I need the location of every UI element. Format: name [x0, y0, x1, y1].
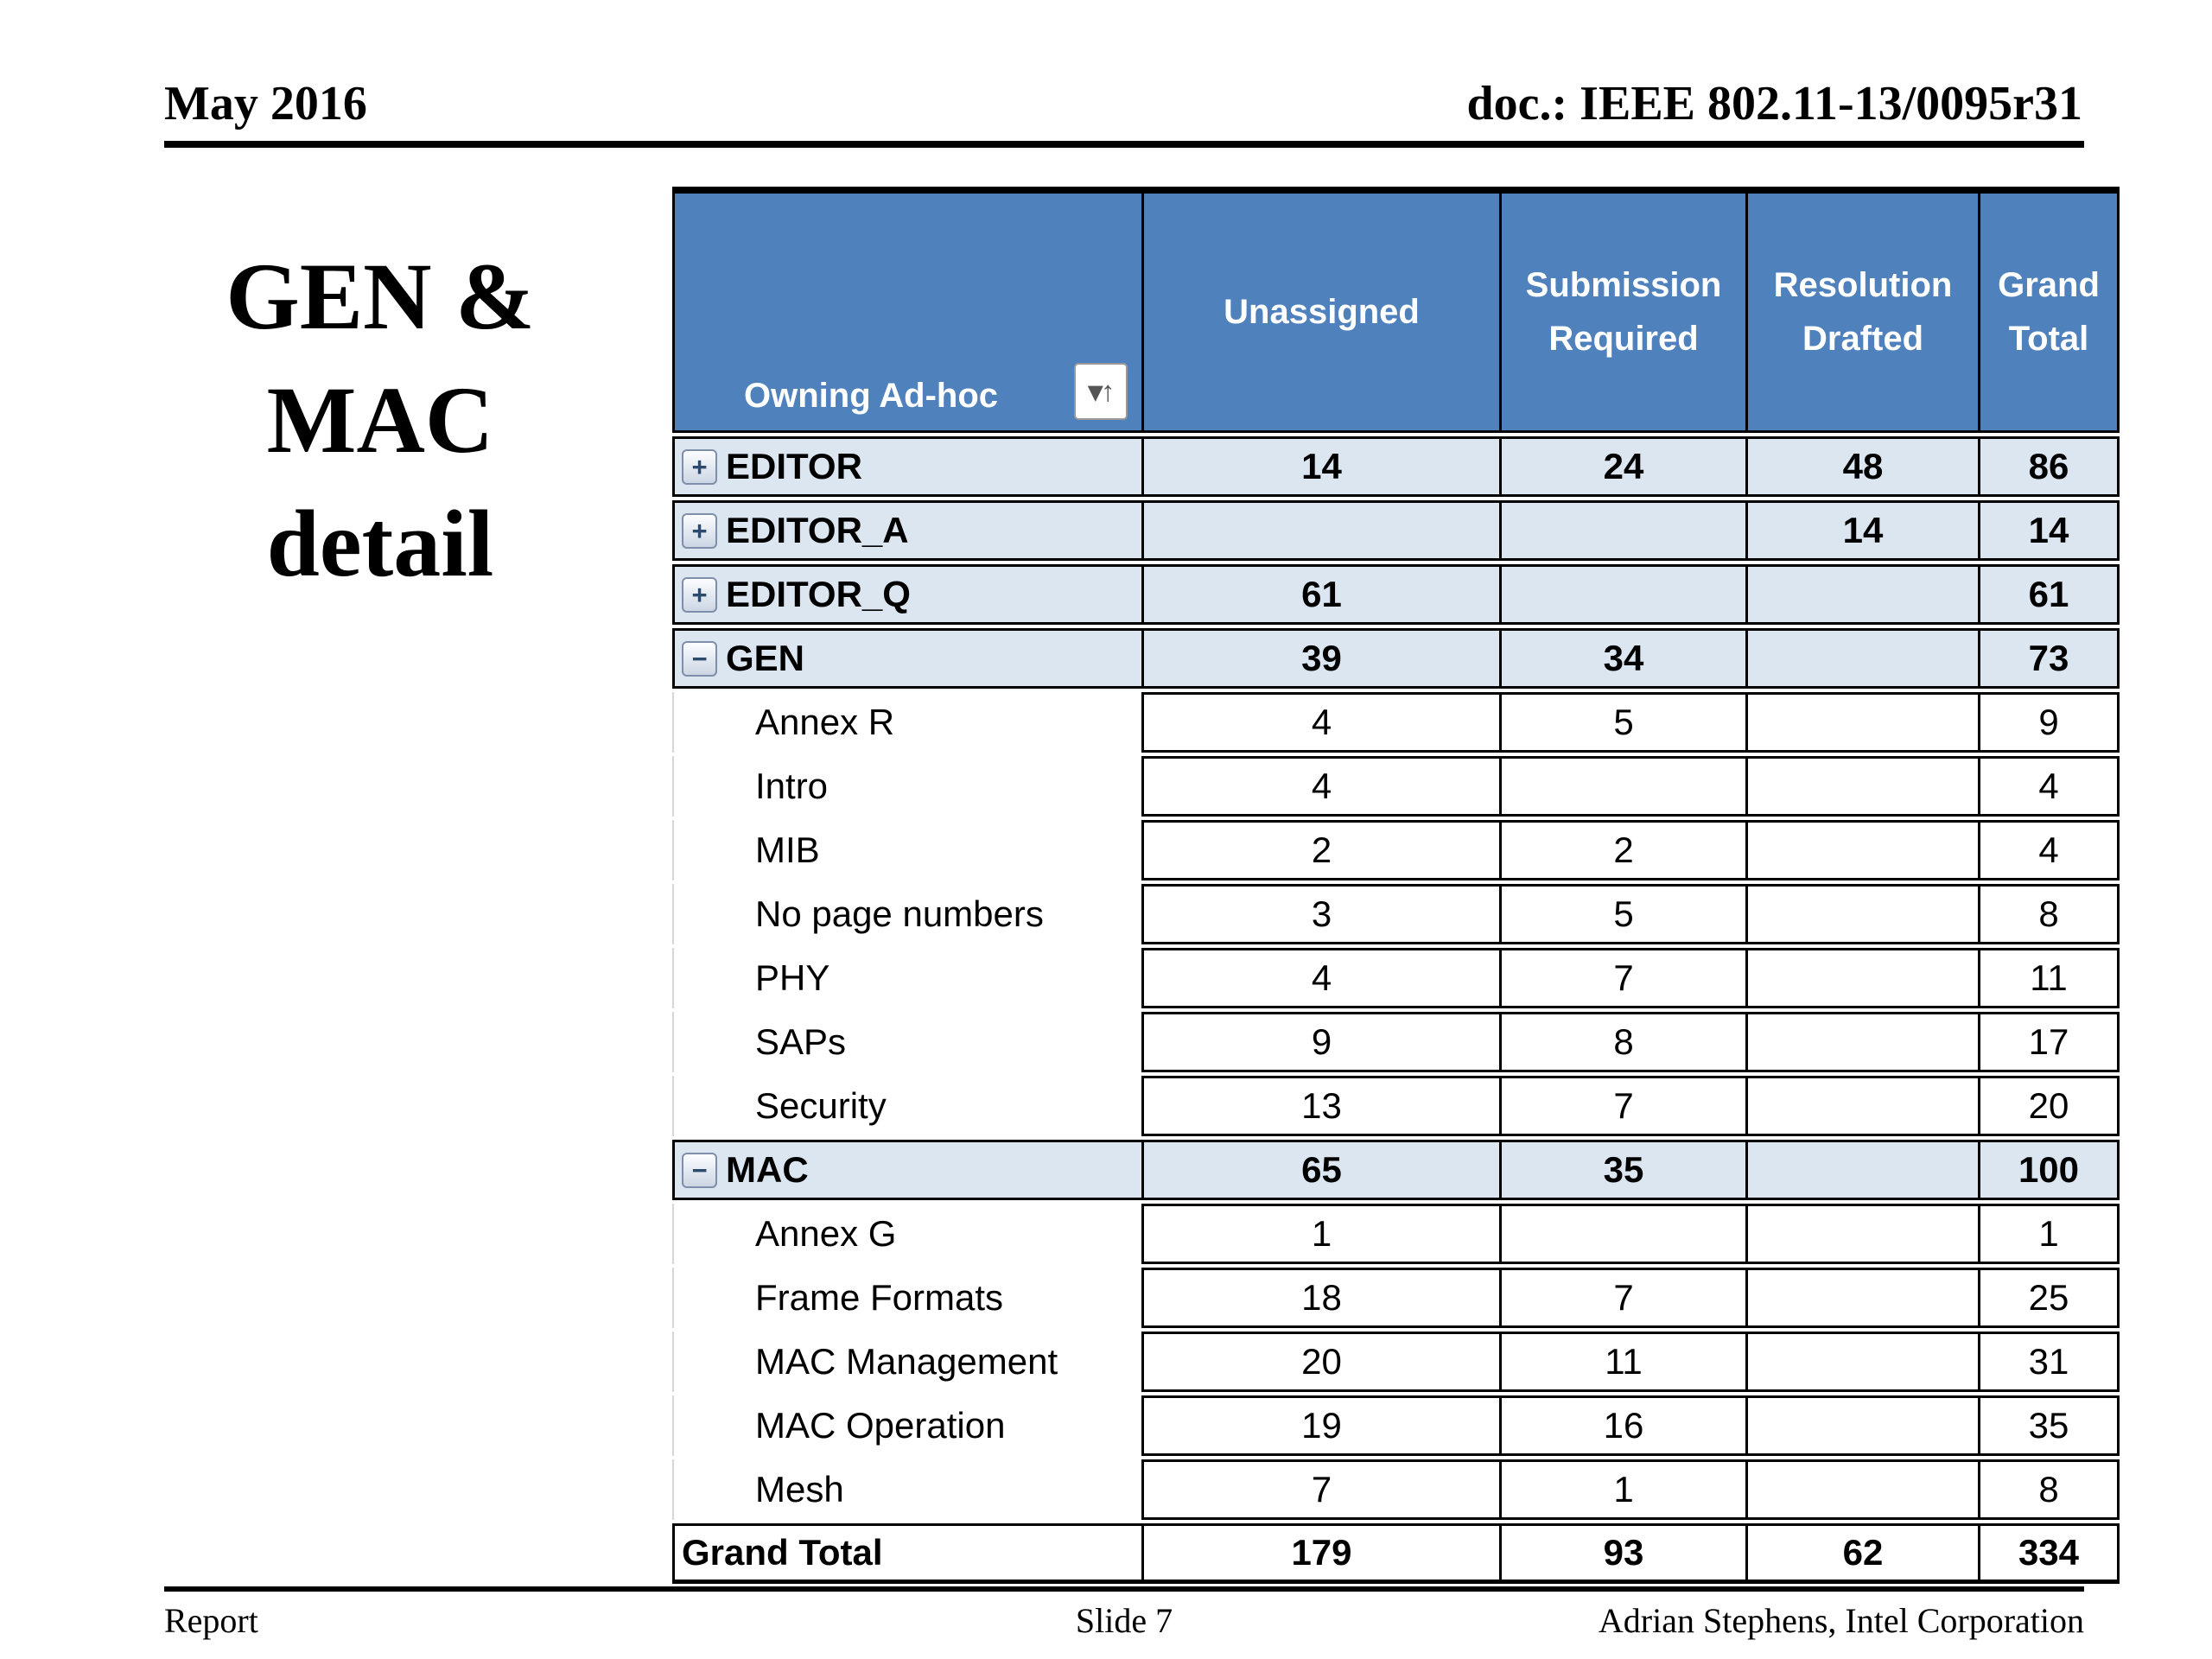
cell-value	[1748, 756, 1980, 817]
cell-value: 7	[1144, 1459, 1502, 1520]
page-title-line: detail	[266, 491, 494, 596]
row-label-cell	[672, 500, 1144, 561]
cell-value	[1748, 1395, 1980, 1456]
row-label-cell	[672, 1204, 1144, 1264]
footer-divider	[164, 1586, 2084, 1592]
pivot-table	[672, 183, 2120, 1587]
cell-value: 5	[1502, 884, 1748, 944]
cell-value: 13	[1144, 1076, 1502, 1136]
cell-value: 7	[1502, 1076, 1748, 1136]
cell-value: 20	[1144, 1332, 1502, 1392]
cell-value: 2	[1502, 820, 1748, 880]
row-label: SAPs	[755, 1021, 847, 1062]
cell-value: 8	[1980, 884, 2120, 944]
table-row	[672, 1012, 2120, 1072]
header-date: May 2016	[164, 77, 367, 130]
cell-value: 48	[1748, 436, 1980, 497]
cell-value: 4	[1980, 756, 2120, 817]
row-label: MAC Management	[755, 1341, 1058, 1382]
row-label: MIB	[755, 830, 820, 870]
table-row	[672, 1332, 2120, 1392]
cell-value: 62	[1748, 1523, 1980, 1584]
collapse-minus-icon[interactable]: −	[682, 641, 717, 677]
cell-value	[1748, 1076, 1980, 1136]
cell-value: 16	[1502, 1395, 1748, 1456]
column-header-submission-required: Submission Required	[1502, 187, 1748, 433]
cell-value: 65	[1144, 1140, 1502, 1200]
header-divider	[164, 141, 2084, 148]
row-label: GEN	[726, 638, 805, 678]
row-label-cell	[672, 1012, 1144, 1072]
table-header-row	[672, 187, 2120, 433]
cell-value	[1502, 1204, 1748, 1264]
expand-plus-icon[interactable]: +	[682, 449, 717, 485]
table-row	[672, 1395, 2120, 1456]
cell-value: 11	[1980, 948, 2120, 1008]
row-label: EDITOR_Q	[726, 574, 911, 614]
row-label: No page numbers	[755, 893, 1044, 934]
column-header-resolution-drafted: Resolution Drafted	[1748, 187, 1980, 433]
cell-value: 14	[1980, 500, 2120, 561]
cell-value: 25	[1980, 1268, 2120, 1328]
cell-value: 7	[1502, 948, 1748, 1008]
table-body	[672, 436, 2120, 1584]
cell-value	[1748, 820, 1980, 880]
header-doc-number: doc.: IEEE 802.11-13/0095r31	[1466, 77, 2082, 130]
slide-footer	[164, 1600, 2084, 1641]
footer-report-label: Report	[164, 1601, 258, 1640]
row-label-cell	[672, 1332, 1144, 1392]
cell-value	[1502, 756, 1748, 817]
cell-value	[1502, 564, 1748, 625]
cell-value	[1144, 500, 1502, 561]
page-title-line: GEN &	[226, 244, 535, 349]
cell-value	[1748, 884, 1980, 944]
table-row	[672, 1076, 2120, 1136]
cell-value: 7	[1502, 1268, 1748, 1328]
row-label-cell	[672, 1268, 1144, 1328]
cell-value: 20	[1980, 1076, 2120, 1136]
row-label: Frame Formats	[755, 1277, 1004, 1318]
cell-value: 24	[1502, 436, 1748, 497]
cell-value: 4	[1144, 756, 1502, 817]
row-label-cell	[672, 1395, 1144, 1456]
table-row	[672, 820, 2120, 880]
cell-value: 8	[1980, 1459, 2120, 1520]
cell-value: 100	[1980, 1140, 2120, 1200]
cell-value: 4	[1144, 692, 1502, 753]
table-row	[672, 500, 2120, 561]
collapse-minus-icon[interactable]: −	[682, 1153, 717, 1188]
table-row	[672, 564, 2120, 625]
cell-value: 1	[1144, 1204, 1502, 1264]
cell-value: 4	[1144, 948, 1502, 1008]
cell-value: 35	[1980, 1395, 2120, 1456]
cell-value	[1748, 1140, 1980, 1200]
row-label-cell	[672, 1459, 1144, 1520]
row-label: PHY	[755, 957, 830, 998]
row-label: Annex R	[755, 702, 895, 742]
row-label: Grand Total	[682, 1532, 883, 1573]
page-title	[112, 235, 648, 606]
cell-value	[1748, 1459, 1980, 1520]
row-label-cell	[672, 436, 1144, 497]
page-title-line: MAC	[266, 367, 494, 473]
cell-value: 61	[1144, 564, 1502, 625]
cell-value: 31	[1980, 1332, 2120, 1392]
column-header-owning-ad-hoc	[672, 187, 1144, 433]
cell-value	[1748, 628, 1980, 689]
row-label: Annex G	[755, 1213, 897, 1254]
table-row	[672, 692, 2120, 753]
cell-value: 334	[1980, 1523, 2120, 1584]
cell-value: 17	[1980, 1012, 2120, 1072]
table-row	[672, 884, 2120, 944]
cell-value: 34	[1502, 628, 1748, 689]
cell-value: 8	[1502, 1012, 1748, 1072]
row-label-cell	[672, 564, 1144, 625]
cell-value: 3	[1144, 884, 1502, 944]
cell-value: 73	[1980, 628, 2120, 689]
cell-value: 179	[1144, 1523, 1502, 1584]
cell-value: 1	[1502, 1459, 1748, 1520]
row-label: Intro	[755, 766, 829, 806]
cell-value: 14	[1144, 436, 1502, 497]
row-label: MAC	[726, 1149, 809, 1190]
expand-plus-icon[interactable]: +	[682, 513, 717, 549]
footer-slide-number: Slide 7	[1075, 1601, 1173, 1640]
slide-header	[164, 76, 2082, 131]
row-label: Mesh	[755, 1469, 844, 1510]
cell-value: 61	[1980, 564, 2120, 625]
cell-value: 14	[1748, 500, 1980, 561]
cell-value	[1748, 1012, 1980, 1072]
column-header-grand-total: Grand Total	[1980, 187, 2120, 433]
expand-plus-icon[interactable]: +	[682, 577, 717, 613]
table-row	[672, 948, 2120, 1008]
cell-value: 9	[1980, 692, 2120, 753]
table-row	[672, 756, 2120, 817]
row-label-cell	[672, 1140, 1144, 1200]
cell-value: 86	[1980, 436, 2120, 497]
row-label-cell	[672, 820, 1144, 880]
table-row	[672, 628, 2120, 689]
cell-value: 2	[1144, 820, 1502, 880]
cell-value	[1748, 564, 1980, 625]
row-label-cell	[672, 1076, 1144, 1136]
cell-value	[1748, 1204, 1980, 1264]
cell-value	[1748, 1268, 1980, 1328]
row-label: EDITOR_A	[726, 510, 909, 550]
cell-value: 11	[1502, 1332, 1748, 1392]
sort-filter-icon[interactable]: ▾↑	[1074, 363, 1128, 420]
cell-value: 19	[1144, 1395, 1502, 1456]
cell-value: 5	[1502, 692, 1748, 753]
cell-value: 39	[1144, 628, 1502, 689]
cell-value: 18	[1144, 1268, 1502, 1328]
column-header-unassigned: Unassigned	[1144, 187, 1502, 433]
cell-value: 35	[1502, 1140, 1748, 1200]
row-label-cell	[672, 692, 1144, 753]
cell-value: 1	[1980, 1204, 2120, 1264]
row-label-cell	[672, 628, 1144, 689]
cell-value	[1748, 1332, 1980, 1392]
footer-author: Adrian Stephens, Intel Corporation	[1598, 1601, 2085, 1640]
cell-value: 9	[1144, 1012, 1502, 1072]
row-label: EDITOR	[726, 446, 862, 486]
table-row	[672, 1459, 2120, 1520]
cell-value	[1748, 948, 1980, 1008]
row-label: Security	[755, 1085, 887, 1126]
cell-value: 4	[1980, 820, 2120, 880]
row-label-cell	[672, 1523, 1144, 1584]
cell-value	[1502, 500, 1748, 561]
table-row	[672, 436, 2120, 497]
row-label-cell	[672, 756, 1144, 817]
row-label: MAC Operation	[755, 1405, 1006, 1446]
table-row	[672, 1268, 2120, 1328]
table-row	[672, 1523, 2120, 1584]
cell-value	[1748, 692, 1980, 753]
cell-value: 93	[1502, 1523, 1748, 1584]
table-row	[672, 1140, 2120, 1200]
row-header-label: Owning Ad-hoc	[744, 377, 999, 415]
row-label-cell	[672, 948, 1144, 1008]
table-row	[672, 1204, 2120, 1264]
row-label-cell	[672, 884, 1144, 944]
